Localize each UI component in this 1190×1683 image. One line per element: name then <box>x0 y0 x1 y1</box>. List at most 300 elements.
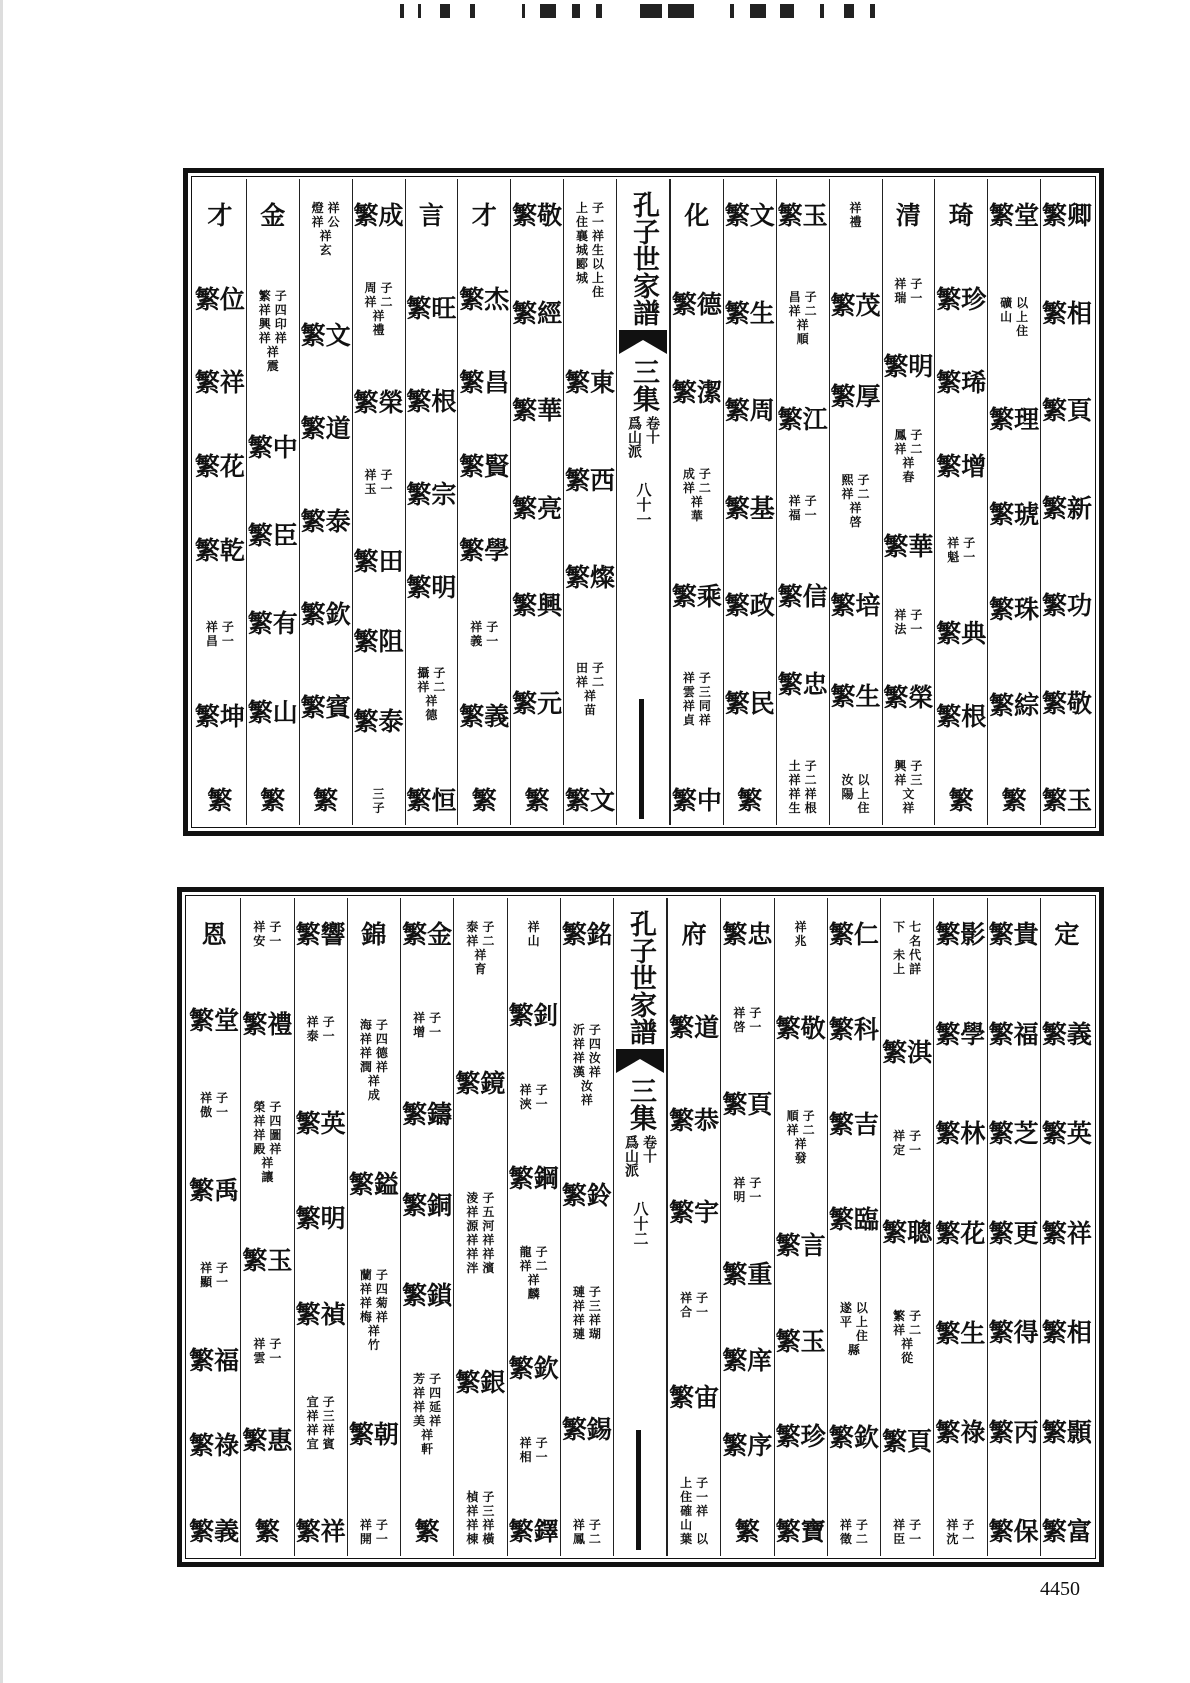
annotation-note <box>249 1337 285 1365</box>
name-entry: 繁敬 <box>1042 688 1093 718</box>
annotation-note <box>838 473 874 529</box>
name-entry: 繁忠 <box>777 670 828 700</box>
note-line: 三子 <box>372 787 385 815</box>
name-entry: 繁仁 <box>828 920 879 949</box>
annotation-note <box>569 1023 605 1107</box>
name-entry: 繁 <box>471 785 497 815</box>
name-entry: 繁金 <box>402 920 453 949</box>
name-entry: 繁茂 <box>830 291 881 320</box>
note-line: 子一 <box>380 468 393 496</box>
note-line: 子一 <box>429 1010 442 1039</box>
annotation-note <box>889 920 925 976</box>
annotation-note <box>889 1129 925 1157</box>
note-line: 子三 <box>910 758 923 787</box>
name-entry: 繁惠 <box>242 1426 293 1456</box>
entry-column <box>880 898 933 1556</box>
note-line: 河祥 <box>482 1219 495 1247</box>
note-line: 泰祥 <box>466 920 479 948</box>
name-entry: 繁重 <box>722 1260 773 1290</box>
note-line: 子一 <box>221 619 234 648</box>
name-entry: 繁玉 <box>775 1326 826 1356</box>
note-line: 祥育 <box>474 948 487 976</box>
name-entry: 繁聰 <box>882 1218 933 1248</box>
name-entry: 繁 <box>737 786 763 815</box>
name-entry: 繁祥 <box>295 1516 346 1546</box>
note-line: 祥根 <box>804 786 817 815</box>
name-entry: 繁祿 <box>189 1431 240 1461</box>
name-entry: 繁成 <box>353 201 404 230</box>
annotation-note <box>729 1006 765 1034</box>
name-entry: 錦 <box>361 920 387 949</box>
annotation-note <box>943 536 979 564</box>
note-line: 子五 <box>482 1191 495 1219</box>
name-entry: 繁明 <box>406 573 457 602</box>
note-line: 子一 <box>909 1517 922 1546</box>
entry-column <box>246 179 299 825</box>
note-line: 子四 <box>588 1023 601 1052</box>
name-entry: 繁祥 <box>1041 1218 1092 1248</box>
name-entry: 定 <box>1054 920 1080 949</box>
name-entry: 繁根 <box>406 387 457 416</box>
name-entry: 繁敬 <box>512 201 563 230</box>
note-line: 璉祥 <box>572 1284 585 1313</box>
note-line: 子二 <box>855 1517 868 1546</box>
note-line: 子一 <box>486 619 499 648</box>
note-line: 子二 <box>433 666 446 694</box>
name-entry: 繁鋼 <box>508 1163 559 1193</box>
note-line: 以上住 <box>1016 296 1029 339</box>
annotation-note <box>783 1109 819 1165</box>
note-line: 祥相 <box>519 1436 532 1465</box>
annotation-note <box>729 1176 765 1204</box>
note-line: 祥傲 <box>200 1091 213 1120</box>
note-line: 祥禮 <box>372 309 385 337</box>
entry-column <box>933 898 986 1556</box>
name-entry: 繁鐸 <box>508 1516 559 1546</box>
name-entry: 繁卿 <box>1042 201 1093 230</box>
note-line: 以上住 <box>592 257 605 299</box>
note-line: 祥殿 <box>253 1128 266 1157</box>
fish-tail-ornament <box>619 330 667 354</box>
volume-branch <box>626 416 660 458</box>
entry-column <box>670 179 723 825</box>
note-line: 子二 <box>909 1309 922 1338</box>
note-line: 子一 <box>269 1336 282 1365</box>
name-entry: 繁 <box>313 786 339 815</box>
folio-number: 八十一 <box>634 482 653 527</box>
note-line: 祥浹 <box>519 1082 532 1111</box>
name-entry: 繁林 <box>935 1119 986 1149</box>
name-entry: 繁欽 <box>828 1422 879 1452</box>
note-line: 祥濱 <box>482 1247 495 1275</box>
name-entry: 繁玉 <box>242 1245 293 1275</box>
note-line: 祥公 <box>327 201 340 229</box>
name-entry: 繁鏡 <box>455 1069 506 1098</box>
note-line: 淩祥 <box>466 1191 479 1219</box>
volume-branch <box>623 1135 657 1177</box>
note-line: 以 <box>696 1531 709 1546</box>
note-line: 子二 <box>588 1517 601 1546</box>
entry-column <box>774 898 827 1556</box>
note-line: 子二 <box>380 281 393 309</box>
name-entry: 繁恭 <box>669 1105 720 1135</box>
note-line: 上住 <box>680 1475 693 1504</box>
annotation-note <box>356 1018 392 1102</box>
note-line: 子一 <box>910 607 923 636</box>
annotation-note <box>838 773 874 815</box>
name-entry: 繁學 <box>459 535 510 565</box>
name-entry: 琦 <box>948 201 974 230</box>
name-entry: 繁保 <box>988 1517 1039 1546</box>
name-entry: 繁昌 <box>459 368 510 398</box>
note-line: 榮祥 <box>253 1100 266 1129</box>
note-line: 龍祥 <box>519 1245 532 1274</box>
note-line: 子一 <box>269 920 282 948</box>
name-entry: 繁銘 <box>561 920 612 949</box>
note-line: 襄城 <box>576 229 589 257</box>
entry-column <box>934 179 987 825</box>
name-entry: 繁禎 <box>295 1299 346 1329</box>
annotation-note <box>890 428 926 484</box>
genealogy-page-lower <box>177 887 1104 1567</box>
name-entry: 金 <box>260 201 286 230</box>
annotation-note <box>889 1309 925 1365</box>
note-line: 祥魁 <box>947 535 960 564</box>
name-entry: 繁興 <box>512 591 563 620</box>
note-line: 汝祥 <box>580 1079 593 1108</box>
note-line: 昌祥 <box>788 289 801 318</box>
name-entry: 繁基 <box>724 493 775 523</box>
name-entry: 繁琥 <box>989 499 1040 529</box>
annotation-note <box>516 1083 552 1111</box>
note-line: 祥順 <box>796 317 809 346</box>
fish-tail-ornament <box>616 1049 664 1073</box>
name-entry: 繁珍 <box>936 284 987 314</box>
note-line: 繁祥 <box>258 289 271 318</box>
note-line: 祥德 <box>425 694 438 722</box>
entry-column <box>240 898 293 1556</box>
name-entry: 繁頁 <box>882 1427 933 1457</box>
note-line: 子三 <box>482 1490 495 1518</box>
annotation-note <box>838 201 874 229</box>
name-entry: 繁 <box>414 1517 440 1546</box>
note-line: 汝陽 <box>841 773 854 801</box>
annotation-note <box>572 661 608 717</box>
note-line: 延祥 <box>429 1399 442 1428</box>
name-entry: 繁玉 <box>777 201 828 230</box>
branch-label: 爲山派 <box>623 1135 639 1177</box>
name-entry: 繁學 <box>935 1019 986 1049</box>
note-line: 下 <box>893 920 906 934</box>
note-line: 攝祥 <box>417 666 430 694</box>
name-entry: 繁祿 <box>935 1418 986 1448</box>
name-entry: 繁綜 <box>989 690 1040 720</box>
name-entry: 繁旺 <box>406 294 457 323</box>
note-line: 子二 <box>482 920 495 948</box>
name-entry: 繁元 <box>512 688 563 718</box>
annotation-note <box>409 1011 445 1039</box>
name-entry: 繁禮 <box>242 1009 293 1039</box>
note-line: 祥漢 <box>572 1051 585 1080</box>
name-entry: 繁珍 <box>775 1421 826 1451</box>
annotation-note <box>303 1395 339 1451</box>
name-entry: 繁乘 <box>671 582 722 611</box>
name-entry: 言 <box>418 201 444 230</box>
name-entry: 繁文 <box>724 201 775 230</box>
name-entry: 繁序 <box>722 1431 773 1461</box>
entry-column <box>723 179 776 825</box>
name-entry: 繁燦 <box>565 563 616 593</box>
note-line: 子一 <box>592 201 605 229</box>
annotation-note <box>303 1015 339 1043</box>
note-line: 祥泰 <box>306 1015 319 1044</box>
entry-column <box>667 898 720 1556</box>
note-line: 祥梅 <box>359 1295 372 1324</box>
note-line: 汝祥 <box>588 1051 601 1080</box>
name-entry: 繁新 <box>1042 493 1093 523</box>
name-entry: 繁潔 <box>671 378 722 407</box>
name-entry: 繁杰 <box>459 284 510 314</box>
name-entry: 繁乾 <box>194 535 245 565</box>
name-entry: 繁貴 <box>988 920 1039 949</box>
note-line: 祥啓 <box>733 1005 746 1034</box>
name-entry: 繁增 <box>936 452 987 482</box>
name-entry: 繁生 <box>935 1318 986 1348</box>
note-line: 縣 <box>847 1342 860 1357</box>
name-entry: 化 <box>684 201 710 230</box>
name-entry: 繁鎰 <box>348 1170 399 1200</box>
note-line: 祥從 <box>901 1337 914 1366</box>
note-line: 菊祥 <box>375 1295 388 1324</box>
annotation-note <box>785 290 821 346</box>
name-entry: 繁福 <box>988 1019 1039 1049</box>
note-line: 葉 <box>680 1531 693 1546</box>
annotation-note <box>255 289 291 373</box>
note-line: 祥定 <box>893 1128 906 1157</box>
name-entry: 繁鎖 <box>402 1281 453 1310</box>
annotation-note <box>785 494 821 522</box>
genealogy-page-upper <box>183 168 1104 836</box>
name-entry: 才 <box>207 201 233 230</box>
name-entry: 繁德 <box>671 289 722 319</box>
note-line: 土祥 <box>788 758 801 787</box>
collection-label: 三集 <box>625 1077 656 1131</box>
note-line: 子四 <box>269 1100 282 1129</box>
note-line: 祥臣 <box>893 1517 906 1546</box>
annotation-note <box>942 1518 978 1546</box>
note-line: 祥山 <box>527 920 540 948</box>
annotation-note <box>996 296 1032 338</box>
entry-column <box>352 179 405 825</box>
entry-column <box>1040 179 1093 825</box>
note-line: 子一 <box>322 1015 335 1044</box>
name-entry: 繁田 <box>353 547 404 576</box>
note-line: 印祥 <box>274 317 287 346</box>
annotation-note <box>462 920 498 976</box>
annotation-note <box>676 1291 712 1319</box>
center-spine <box>613 898 667 1556</box>
note-line: 子二 <box>535 1245 548 1274</box>
note-line: 祥雲 <box>253 1336 266 1365</box>
note-line: 楨祥 <box>466 1490 479 1518</box>
name-entry: 繁東 <box>565 367 616 397</box>
page-number: 4450 <box>1040 1578 1080 1600</box>
name-entry: 繁顥 <box>1041 1417 1092 1447</box>
note-line: 順祥 <box>786 1109 799 1138</box>
note-line: 源祥 <box>466 1219 479 1247</box>
annotation-note <box>516 1436 552 1464</box>
name-entry: 繁寶 <box>775 1516 826 1546</box>
annotation-note <box>890 608 926 636</box>
note-line: 子四 <box>375 1017 388 1046</box>
entry-column <box>188 898 240 1556</box>
name-entry: 繁榮 <box>883 682 934 712</box>
name-entry: 繁培 <box>830 591 881 620</box>
name-entry: 繁丙 <box>988 1417 1039 1447</box>
annotation-note <box>356 1268 392 1352</box>
note-line: 祥瑞 <box>894 277 907 306</box>
name-entry: 繁功 <box>1042 591 1093 620</box>
page-columns <box>194 179 1093 825</box>
note-line: 子二 <box>804 289 817 318</box>
note-line: 祥成 <box>367 1073 380 1102</box>
note-line: 祥增 <box>413 1010 426 1039</box>
annotation-note <box>569 1285 605 1341</box>
note-line: 祥讓 <box>261 1156 274 1185</box>
annotation-note <box>196 1261 232 1289</box>
page-columns <box>188 898 1093 1556</box>
annotation-note <box>413 666 449 722</box>
note-line: 祥玉 <box>364 468 377 496</box>
note-line: 祥啓 <box>849 501 862 529</box>
note-line: 文祥 <box>902 786 915 815</box>
entry-column <box>987 179 1040 825</box>
note-line: 祥沈 <box>946 1517 959 1546</box>
note-line: 祥徵 <box>839 1517 852 1546</box>
name-entry: 繁坤 <box>194 702 245 732</box>
spine-bar <box>636 1430 641 1550</box>
name-entry: 繁禹 <box>189 1175 240 1205</box>
name-entry: 繁根 <box>936 702 987 732</box>
note-line: 子一 <box>535 1082 548 1111</box>
note-line: 海祥 <box>359 1017 372 1046</box>
note-line: 蘭祥 <box>359 1267 372 1296</box>
annotation-note <box>361 281 397 337</box>
collection-label: 三集 <box>628 358 659 412</box>
note-line: 以上住 <box>855 1300 868 1343</box>
name-entry: 繁文 <box>300 321 351 350</box>
note-line: 祥宜 <box>306 1422 319 1451</box>
note-line: 祥昌 <box>205 619 218 648</box>
name-entry: 繁相 <box>1041 1318 1092 1347</box>
note-line: 祥生 <box>592 229 605 257</box>
name-entry: 繁琋 <box>936 368 987 398</box>
name-entry: 繁相 <box>1042 298 1093 328</box>
note-line: 祥春 <box>902 456 915 485</box>
note-line: 子一 <box>963 535 976 564</box>
name-entry: 繁典 <box>936 618 987 648</box>
name-entry: 繁 <box>734 1516 760 1546</box>
note-line: 子三 <box>322 1394 335 1423</box>
name-entry: 才 <box>471 201 497 230</box>
note-line: 祥開 <box>359 1517 372 1546</box>
name-entry: 繁玉 <box>1042 786 1093 815</box>
note-line: 未 <box>893 948 906 962</box>
name-entry: 繁科 <box>828 1015 879 1045</box>
annotation-note <box>466 620 502 648</box>
name-entry: 繁祥 <box>194 368 245 398</box>
note-line: 祥發 <box>794 1137 807 1166</box>
note-line: 祥璉 <box>572 1312 585 1341</box>
note-line: 祥合 <box>680 1291 693 1320</box>
name-entry: 繁頁 <box>1042 396 1093 425</box>
note-line: 祥 <box>696 1503 709 1518</box>
folio-number: 八十二 <box>631 1201 650 1246</box>
note-line: 子二 <box>592 661 605 690</box>
annotation-note <box>249 1100 285 1184</box>
entry-column <box>720 898 773 1556</box>
name-entry: 繁民 <box>724 688 775 718</box>
volume-label: 卷十 <box>644 416 660 444</box>
name-entry: 繁文 <box>565 785 616 815</box>
name-entry: 繁吉 <box>828 1110 879 1140</box>
entry-column <box>453 898 506 1556</box>
entry-column <box>827 898 880 1556</box>
note-line: 祥橫 <box>482 1518 495 1546</box>
note-line: 子二 <box>802 1109 815 1138</box>
note-line: 繁祥 <box>893 1309 906 1338</box>
spine-bar <box>639 699 644 819</box>
annotation-note <box>361 468 397 496</box>
name-entry: 繁銅 <box>402 1190 453 1220</box>
name-entry: 繁宙 <box>669 1383 720 1413</box>
annotation-note <box>516 1245 552 1301</box>
name-entry: 繁明 <box>295 1204 346 1234</box>
annotation-note <box>462 1490 498 1546</box>
note-line: 子三 <box>588 1284 601 1313</box>
scan-left-edge <box>0 0 3 1683</box>
note-line: 上住 <box>576 201 589 229</box>
note-line: 祥震 <box>266 345 279 374</box>
entry-column <box>507 898 560 1556</box>
annotation-note <box>890 277 926 305</box>
entry-column <box>405 179 458 825</box>
note-line: 祥潤 <box>359 1045 372 1074</box>
annotation-note <box>679 671 715 727</box>
name-entry: 繁臣 <box>247 520 298 550</box>
entry-column <box>294 898 347 1556</box>
name-entry: 繁芝 <box>988 1119 1039 1148</box>
entry-column <box>563 179 616 825</box>
note-line: 子一 <box>909 1128 922 1157</box>
name-entry: 繁厚 <box>830 382 881 411</box>
note-line: 周祥 <box>364 281 377 309</box>
note-line: 子三 <box>698 670 711 699</box>
name-entry: 繁英 <box>295 1109 346 1139</box>
name-entry: 繁信 <box>777 581 828 611</box>
note-line: 宜祥 <box>306 1394 319 1423</box>
name-entry: 繁 <box>207 785 233 815</box>
name-entry: 繁賢 <box>459 452 510 482</box>
note-line: 祥貞 <box>682 698 695 727</box>
annotation-note <box>785 759 821 815</box>
note-line: 上 <box>893 962 906 976</box>
name-entry: 繁更 <box>988 1218 1039 1248</box>
note-line: 祥生 <box>788 786 801 815</box>
name-entry: 繁釗 <box>508 1000 559 1030</box>
note-line: 祥鳳 <box>572 1517 585 1546</box>
note-line: 子四 <box>375 1267 388 1296</box>
